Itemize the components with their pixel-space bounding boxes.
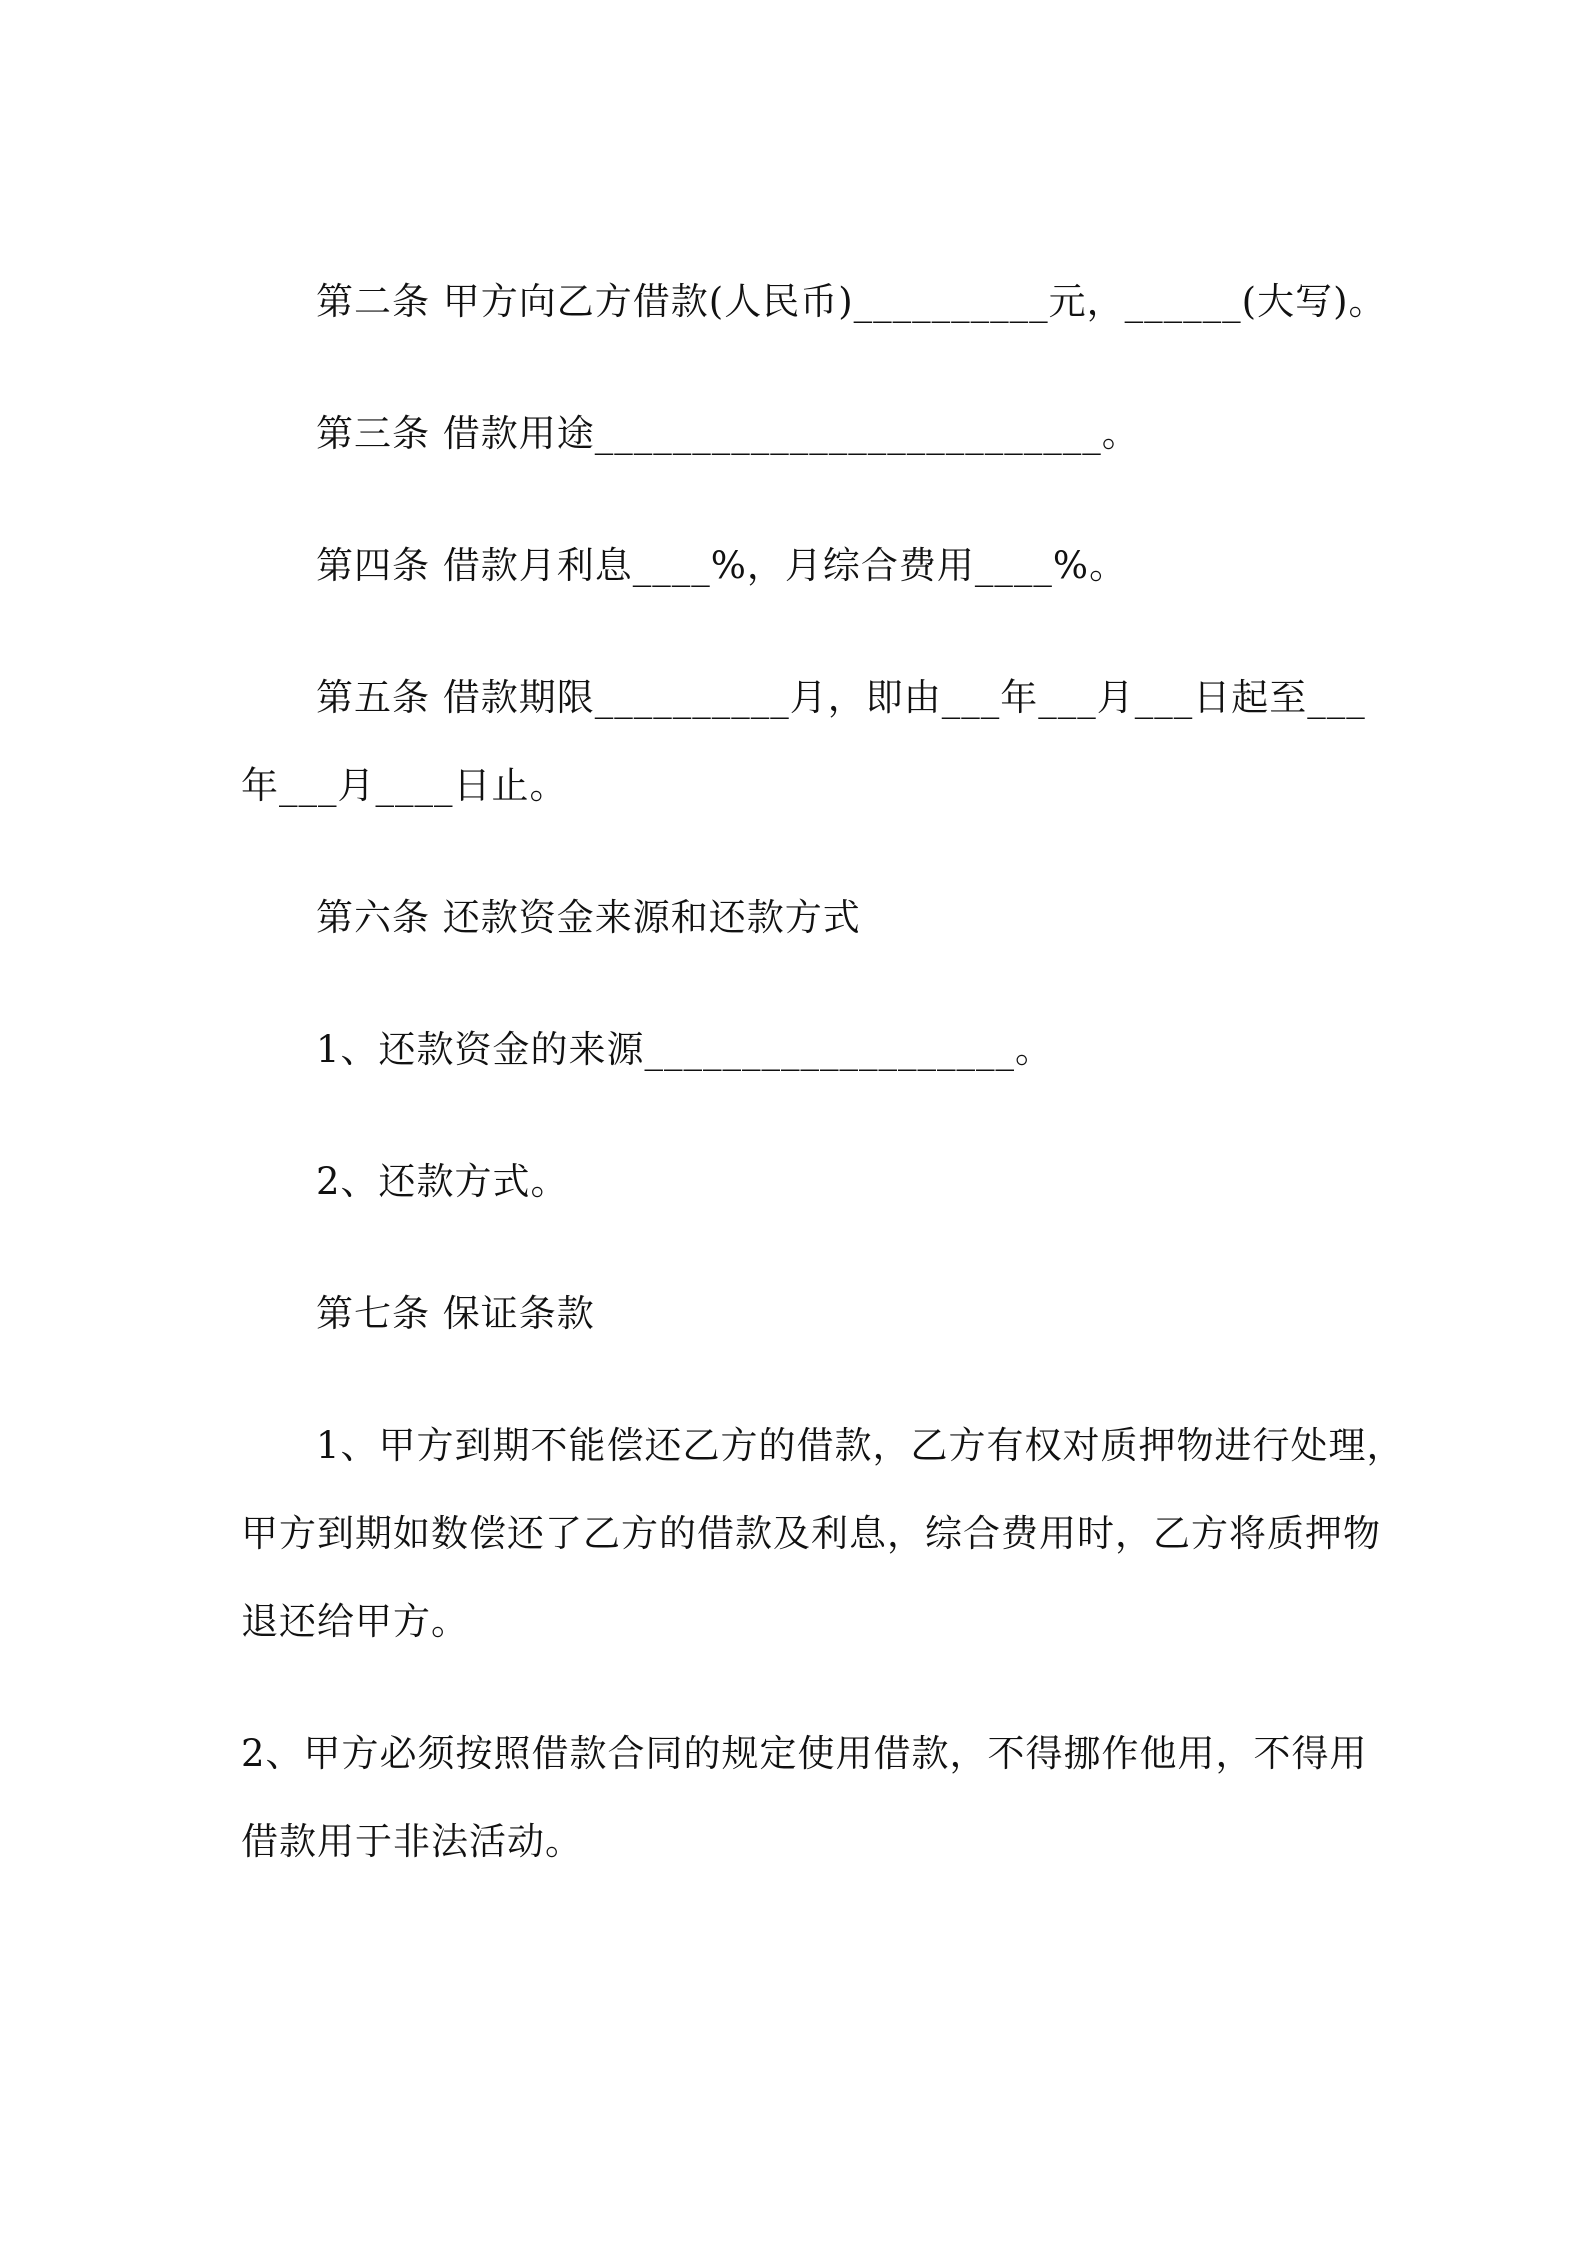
article-7-item-2-line-1: 2、甲方必须按照借款合同的规定使用借款，不得挪作他用，不得用 xyxy=(241,1732,1368,1775)
article-4-text: 第四条 借款月利息____%，月综合费用____%。 xyxy=(316,544,1128,587)
article-2-text: 第二条 甲方向乙方借款(人民币)__________元，______(大写)。 xyxy=(316,280,1387,323)
article-6-heading: 第六条 还款资金来源和还款方式 xyxy=(316,896,861,939)
article-7-heading: 第七条 保证条款 xyxy=(316,1292,595,1335)
article-7-item-1-line-1: 1、甲方到期不能偿还乙方的借款，乙方有权对质押物进行处理， xyxy=(316,1424,1405,1467)
article-7-item-2-line-2: 借款用于非法活动。 xyxy=(241,1820,583,1863)
article-5-line-1: 第五条 借款期限__________月，即由___年___月___日起至___ xyxy=(316,676,1366,719)
article-3-text: 第三条 借款用途__________________________。 xyxy=(316,412,1140,455)
article-6-item-2: 2、还款方式。 xyxy=(316,1160,569,1203)
article-6-item-1: 1、还款资金的来源___________________。 xyxy=(316,1028,1054,1071)
article-7-item-1-line-2: 甲方到期如数偿还了乙方的借款及利息，综合费用时，乙方将质押物 xyxy=(241,1512,1381,1555)
article-5-line-2: 年___月____日止。 xyxy=(241,764,568,807)
article-7-item-1-line-3: 退还给甲方。 xyxy=(241,1600,469,1643)
